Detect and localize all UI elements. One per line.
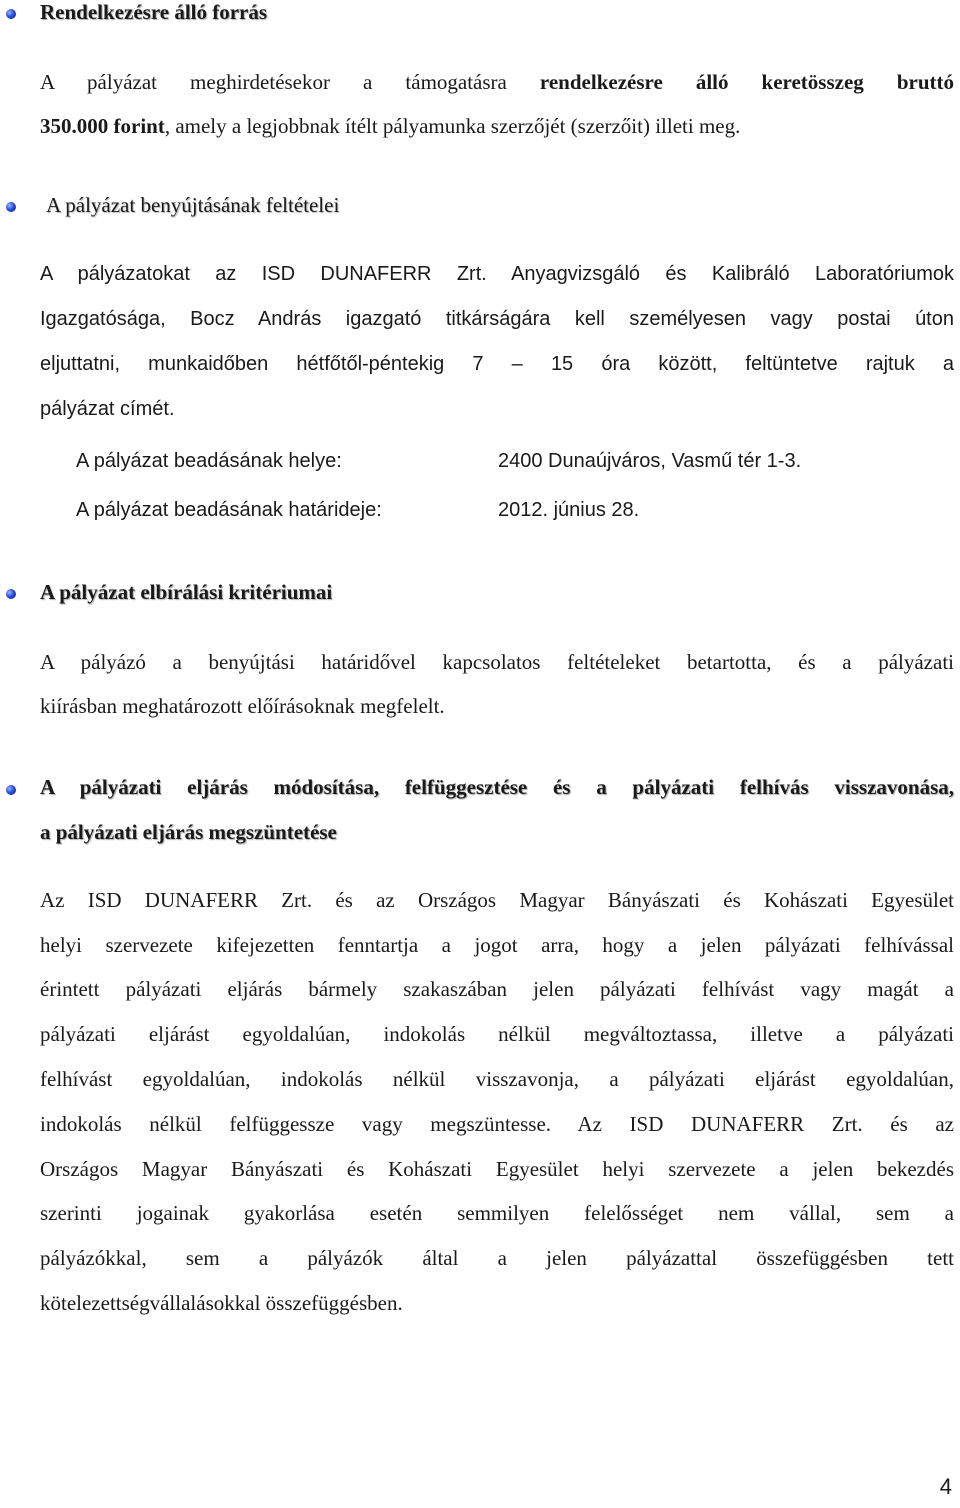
paragraph-line: helyi szervezete kifejezetten fenntartja a jogot arra, hogy a jelen pályázati felhívással bbox=[40, 933, 954, 957]
paragraph-line: pályázati eljárást egyoldalúan, indokolás nélkül megváltoztassa, illetve a pályázati bbox=[40, 1022, 954, 1046]
section-heading-procedure-termination: a pályázati eljárás megszüntetése bbox=[40, 820, 337, 844]
submission-place-label: A pályázat beadásának helye: bbox=[76, 450, 342, 472]
bullet-icon bbox=[6, 785, 16, 795]
bullet-icon bbox=[6, 589, 16, 599]
section-heading-procedure-modification: A pályázati eljárás módosítása, felfüggesztése és a pályázati felhívás visszavonása, bbox=[40, 775, 954, 799]
paragraph-line: pályázókkal, sem a pályázók által a jelen pályázattal összefüggésben tett bbox=[40, 1246, 954, 1270]
paragraph-line: érintett pályázati eljárás bármely szakaszában jelen pályázati felhívást vagy magát a bbox=[40, 977, 954, 1001]
paragraph-line: A pályázó a benyújtási határidővel kapcsolatos feltételeket betartotta, és a pályázati bbox=[40, 650, 954, 674]
section-heading-evaluation-criteria: A pályázat elbírálási kritériumai bbox=[40, 580, 333, 604]
paragraph-line: A pályázatokat az ISD DUNAFERR Zrt. Anyagvizsgáló és Kalibráló Laboratóriumok bbox=[40, 263, 954, 285]
section-heading-submission-conditions: A pályázat benyújtásának feltételei bbox=[46, 193, 340, 217]
submission-deadline-label: A pályázat beadásának határideje: bbox=[76, 499, 382, 521]
paragraph-line: eljuttatni, munkaidőben hétfőtől-péntekig 7 – 15 óra között, feltüntetve rajtuk a bbox=[40, 353, 954, 375]
paragraph-line: kötelezettségvállalásokkal összefüggésben. bbox=[40, 1291, 403, 1315]
paragraph-line: kiírásban meghatározott előírásoknak megfelelt. bbox=[40, 694, 445, 718]
paragraph-line: felhívást egyoldalúan, indokolás nélkül visszavonja, a pályázati eljárást egyoldalúan, bbox=[40, 1067, 954, 1091]
submission-deadline-value: 2012. június 28. bbox=[498, 499, 640, 521]
paragraph-line: indokolás nélkül felfüggessze vagy megszüntesse. Az ISD DUNAFERR Zrt. és az bbox=[40, 1112, 954, 1136]
paragraph-line: Országos Magyar Bányászati és Kohászati Egyesület helyi szervezete a jelen bekezdés bbox=[40, 1157, 954, 1181]
page-number: 4 bbox=[939, 1474, 952, 1499]
paragraph-line: 350.000 forint, amely a legjobbnak ítélt pályamunka szerzőjét (szerzőit) illeti meg. bbox=[40, 114, 741, 138]
bullet-icon bbox=[6, 202, 16, 212]
paragraph-line: Igazgatósága, Bocz András igazgató titkárságára kell személyesen vagy postai úton bbox=[40, 308, 954, 330]
bullet-icon bbox=[6, 9, 16, 19]
submission-place-value: 2400 Dunaújváros, Vasmű tér 1-3. bbox=[498, 450, 802, 472]
section-heading-available-funds: Rendelkezésre álló forrás bbox=[40, 0, 268, 24]
paragraph-line: pályázat címét. bbox=[40, 398, 175, 420]
paragraph-line: szerinti jogainak gyakorlása esetén semmilyen felelősséget nem vállal, sem a bbox=[40, 1201, 954, 1225]
paragraph-line: A pályázat meghirdetésekor a támogatásra rendelkezésre álló keretösszeg bruttó bbox=[40, 70, 954, 94]
paragraph-line: Az ISD DUNAFERR Zrt. és az Országos Magyar Bányászati és Kohászati Egyesület bbox=[40, 888, 954, 912]
